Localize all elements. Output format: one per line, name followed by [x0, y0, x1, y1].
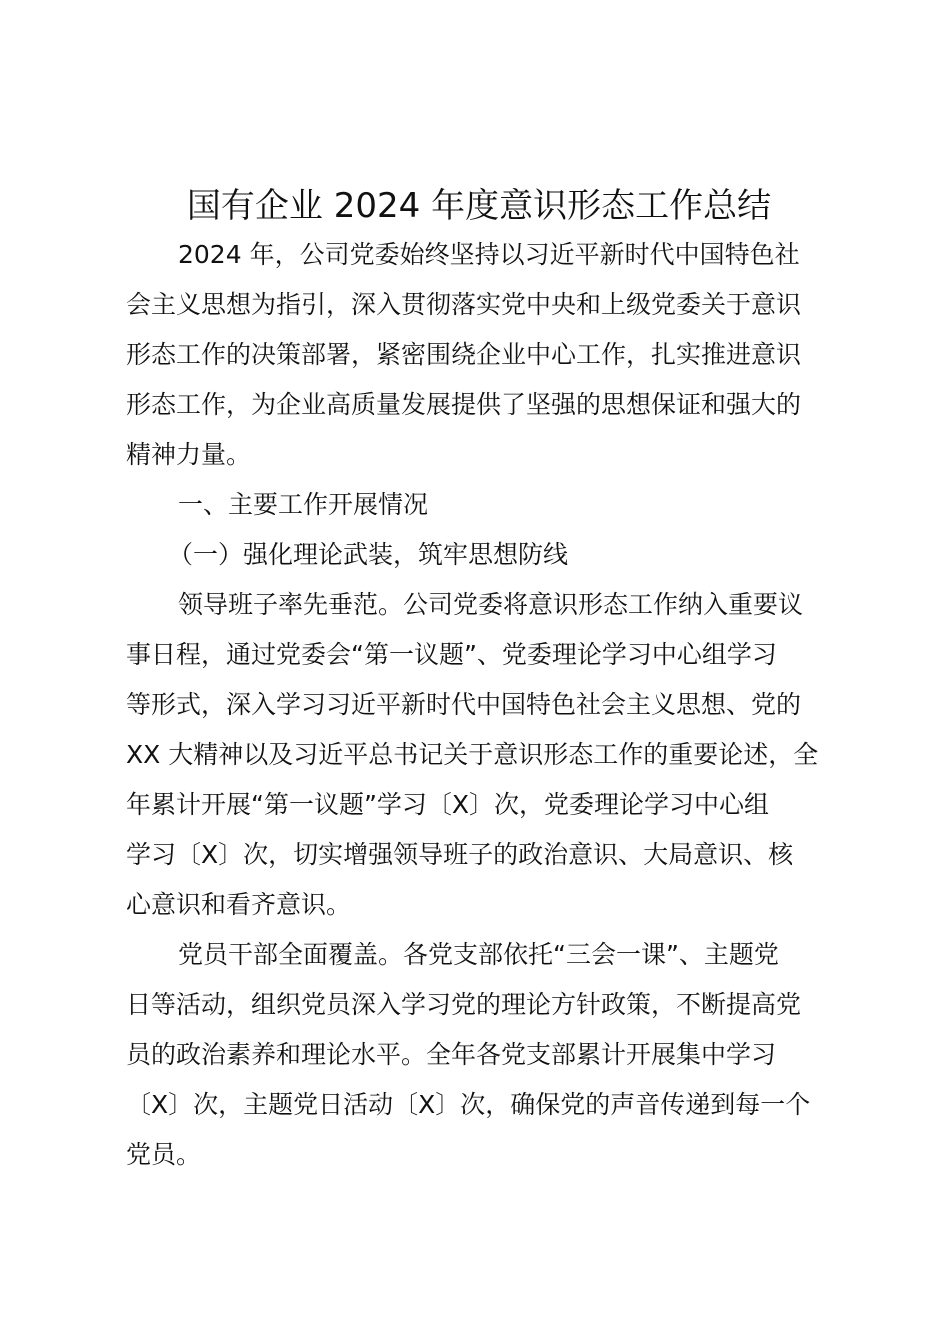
- text-line: 心意识和看齐意识。: [126, 890, 352, 919]
- text-line: 2024 年，公司党委始终坚持以习近平新时代中国特色社: [178, 240, 800, 269]
- text-line: XX 大精神以及习近平总书记关于意识形态工作的重要论述，全: [126, 740, 819, 769]
- text-line: 学习〔X〕次，切实增强领导班子的政治意识、大局意识、核: [126, 840, 794, 869]
- text-line: 党员。: [126, 1140, 202, 1169]
- text-line: 〔X〕次，主题党日活动〔X〕次，确保党的声音传递到每一个: [126, 1090, 811, 1119]
- text-line: 领导班子率先垂范。公司党委将意识形态工作纳入重要议: [178, 590, 804, 619]
- text-line: 形态工作，为企业高质量发展提供了坚强的思想保证和强大的: [126, 390, 802, 419]
- text-line: 等形式，深入学习习近平新时代中国特色社会主义思想、党的: [126, 690, 802, 719]
- text-line: 党员干部全面覆盖。各党支部依托“三会一课”、主题党: [178, 940, 779, 969]
- text-line: 精神力量。: [126, 440, 252, 469]
- text-line: 形态工作的决策部署，紧密围绕企业中心工作，扎实推进意识: [126, 340, 802, 369]
- section-heading: 一、主要工作开展情况: [178, 490, 429, 519]
- text-line: 事日程，通过党委会“第一议题”、党委理论学习中心组学习: [126, 640, 777, 669]
- subsection-heading: （一）强化理论武装，筑牢思想防线: [168, 540, 569, 569]
- text-line: 会主义思想为指引，深入贯彻落实党中央和上级党委关于意识: [126, 290, 802, 319]
- document-title: 国有企业 2024 年度意识形态工作总结: [186, 186, 772, 226]
- text-line: 年累计开展“第一议题”学习〔X〕次，党委理论学习中心组: [126, 790, 770, 819]
- text-line: 日等活动，组织党员深入学习党的理论方针政策，不断提高党: [126, 990, 802, 1019]
- text-line: 员的政治素养和理论水平。全年各党支部累计开展集中学习: [126, 1040, 777, 1069]
